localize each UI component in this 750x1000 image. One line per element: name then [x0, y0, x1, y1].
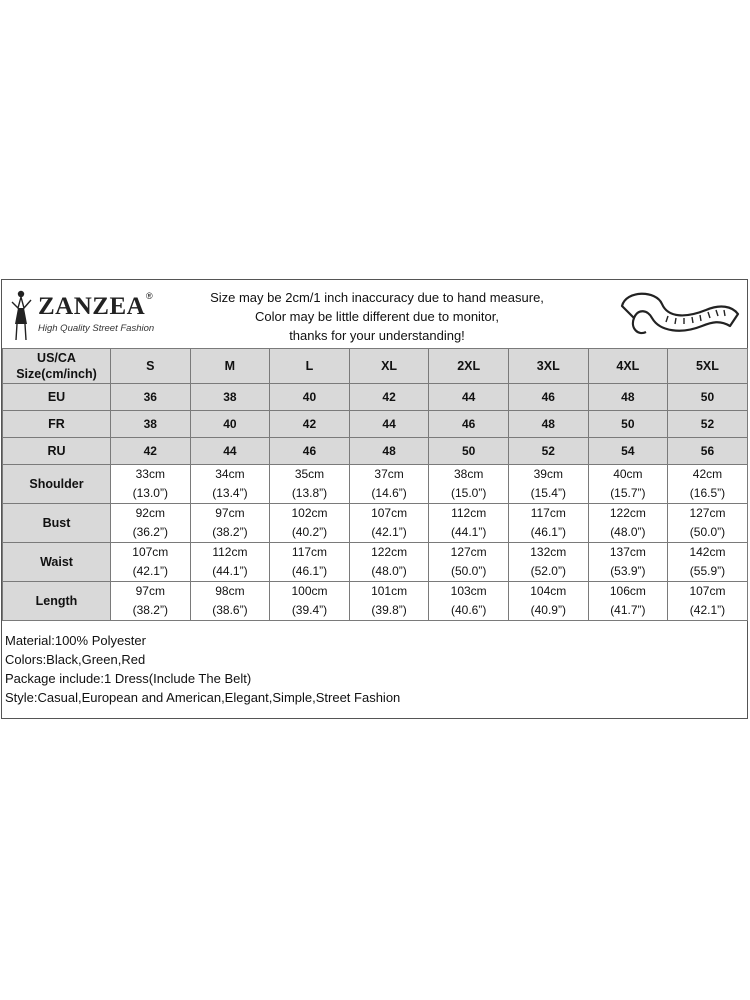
measurement-inch: (46.1”) — [530, 525, 566, 539]
package-line: Package include:1 Dress(Include The Belt) — [5, 671, 252, 686]
size-value-cell: 48 — [349, 438, 429, 465]
measurement-inch: (14.6”) — [371, 486, 407, 500]
measurement-inch: (38.2”) — [132, 603, 168, 617]
measurement-cm: 102cm — [291, 506, 328, 520]
measurement-cell — [270, 543, 350, 582]
measurement-label: Waist — [3, 543, 111, 582]
corner-unit: Size(cm/inch) — [16, 367, 97, 381]
measurement-cell — [111, 543, 191, 582]
measurement-cm: 127cm — [689, 506, 726, 520]
measurement-inch: (52.0”) — [530, 564, 566, 578]
measurement-cm: 103cm — [450, 584, 487, 598]
size-value-cell: 56 — [668, 438, 748, 465]
measurement-row — [3, 504, 748, 543]
size-chart-card — [1, 279, 748, 719]
size-conversion-row — [3, 438, 748, 465]
measurement-cm: 117cm — [530, 506, 566, 520]
size-conversion-row — [3, 384, 748, 411]
measurement-inch: (40.2”) — [291, 525, 328, 539]
measurement-inch: (50.0”) — [689, 525, 726, 539]
size-chart-header — [2, 280, 747, 349]
measurement-cm: 107cm — [132, 545, 169, 559]
measurement-cell — [508, 465, 588, 504]
measurement-cm: 100cm — [291, 584, 328, 598]
measurement-inch: (15.7”) — [610, 486, 646, 500]
size-value-cell: 40 — [270, 384, 350, 411]
product-details — [5, 631, 400, 707]
registered-mark: ® — [146, 291, 153, 301]
size-conversion-row — [3, 411, 748, 438]
brand-tagline: High Quality Street Fashion — [38, 323, 155, 334]
measurement-cell — [668, 543, 748, 582]
size-value-cell: 46 — [270, 438, 350, 465]
measurement-cm: 40cm — [613, 467, 643, 481]
measurement-cm: 98cm — [215, 584, 245, 598]
measurement-cm: 104cm — [530, 584, 567, 598]
measurement-inch: (41.7”) — [610, 603, 646, 617]
measurement-inch: (42.1”) — [689, 603, 726, 617]
measurement-cm: 33cm — [135, 467, 165, 481]
size-header-cell: 2XL — [429, 349, 509, 384]
measuring-tape-icon — [616, 284, 744, 344]
measurement-cell — [508, 543, 588, 582]
size-value-cell: 48 — [588, 384, 668, 411]
measurement-cell — [429, 543, 509, 582]
measurement-inch: (13.0”) — [132, 486, 168, 500]
measurement-cell — [111, 504, 191, 543]
size-value-cell: 50 — [429, 438, 509, 465]
measurement-cell — [349, 465, 429, 504]
measurement-cm: 39cm — [533, 467, 563, 481]
size-value-cell: 36 — [111, 384, 191, 411]
measurement-cm: 35cm — [294, 467, 325, 481]
measurement-cell — [668, 504, 748, 543]
measurement-inch: (42.1”) — [371, 525, 407, 539]
size-header-row — [3, 349, 748, 384]
measurement-cm: 132cm — [530, 545, 567, 559]
measurement-cell — [429, 465, 509, 504]
measurement-cm: 122cm — [371, 545, 408, 559]
measurement-cell — [588, 582, 668, 621]
measurement-cm: 112cm — [451, 506, 487, 520]
measurement-inch: (44.1”) — [451, 525, 487, 539]
measurement-label: Length — [3, 582, 111, 621]
corner-label: US/CA — [37, 351, 76, 365]
measurement-cm: 101cm — [371, 584, 408, 598]
measurement-cm: 106cm — [609, 584, 646, 598]
measurement-cm: 37cm — [374, 467, 404, 481]
size-table — [2, 348, 748, 621]
colors-line: Colors:Black,Green,Red — [5, 652, 146, 667]
measurement-cell — [668, 465, 748, 504]
measurement-inch: (38.2”) — [212, 525, 248, 539]
size-value-cell: 44 — [429, 384, 509, 411]
size-value-cell: 42 — [270, 411, 350, 438]
notice-line: thanks for your understanding! — [289, 328, 465, 343]
style-line: Style:Casual,European and American,Elegant,Simple,Street Fashion — [5, 690, 401, 705]
measurement-cell — [270, 465, 350, 504]
measurement-cell — [349, 543, 429, 582]
measurement-inch: (40.6”) — [451, 603, 487, 617]
size-value-cell: 46 — [508, 384, 588, 411]
measurement-inch: (46.1”) — [291, 564, 328, 578]
measurement-row — [3, 543, 748, 582]
row-label: EU — [3, 384, 111, 411]
measurement-label: Bust — [3, 504, 111, 543]
measurement-cm: 142cm — [689, 545, 726, 559]
size-header-cell: S — [111, 349, 191, 384]
size-value-cell: 48 — [508, 411, 588, 438]
notice-line: Color may be little different due to monitor, — [255, 309, 499, 324]
measurement-cell — [429, 582, 509, 621]
measurement-inch: (48.0”) — [610, 525, 646, 539]
measurement-cell — [349, 582, 429, 621]
measurement-cm: 117cm — [291, 545, 328, 559]
measurement-cm: 122cm — [609, 506, 646, 520]
measurement-inch: (48.0”) — [371, 564, 407, 578]
measurement-notice — [172, 288, 582, 345]
measurement-cell — [429, 504, 509, 543]
size-value-cell: 44 — [190, 438, 270, 465]
row-label: RU — [3, 438, 111, 465]
measurement-inch: (13.8”) — [291, 486, 328, 500]
size-value-cell: 46 — [429, 411, 509, 438]
measurement-cell — [668, 582, 748, 621]
measurement-inch: (50.0”) — [451, 564, 487, 578]
measurement-cell — [270, 504, 350, 543]
measurement-row — [3, 465, 748, 504]
measurement-cm: 42cm — [692, 467, 723, 481]
size-value-cell: 40 — [190, 411, 270, 438]
size-value-cell: 38 — [190, 384, 270, 411]
size-value-cell: 42 — [111, 438, 191, 465]
measurement-inch: (15.0”) — [451, 486, 487, 500]
measurement-inch: (36.2”) — [132, 525, 168, 539]
measurement-cell — [190, 465, 270, 504]
measurement-cm: 34cm — [215, 467, 245, 481]
brand-name: ZANZEA — [38, 293, 146, 320]
size-header-cell: M — [190, 349, 270, 384]
measurement-cell — [190, 582, 270, 621]
measurement-inch: (44.1”) — [212, 564, 248, 578]
size-value-cell: 52 — [668, 411, 748, 438]
measurement-inch: (13.4”) — [212, 486, 248, 500]
measurement-inch: (38.6”) — [212, 603, 248, 617]
measurement-cell — [508, 582, 588, 621]
measurement-cm: 112cm — [212, 545, 248, 559]
measurement-cell — [270, 582, 350, 621]
measurement-cell — [111, 465, 191, 504]
measurement-inch: (39.4”) — [291, 603, 328, 617]
measurement-cell — [588, 543, 668, 582]
brand-logo — [8, 288, 158, 344]
notice-line: Size may be 2cm/1 inch inaccuracy due to hand measure, — [210, 290, 544, 305]
measurement-cell — [588, 504, 668, 543]
measurement-cm: 92cm — [135, 506, 165, 520]
measurement-cm: 38cm — [454, 467, 484, 481]
measurement-cm: 127cm — [450, 545, 487, 559]
measurement-cell — [349, 504, 429, 543]
measurement-inch: (53.9”) — [610, 564, 646, 578]
measurement-inch: (15.4”) — [530, 486, 566, 500]
measurement-inch: (55.9”) — [689, 564, 726, 578]
measurement-cell — [190, 543, 270, 582]
measurement-cm: 137cm — [609, 545, 646, 559]
measurement-cell — [508, 504, 588, 543]
measurement-inch: (40.9”) — [530, 603, 566, 617]
size-header-cell: L — [270, 349, 350, 384]
size-header-cell: 3XL — [508, 349, 588, 384]
size-value-cell: 52 — [508, 438, 588, 465]
size-header-cell: 4XL — [588, 349, 668, 384]
measurement-cm: 107cm — [689, 584, 726, 598]
size-header-cell: XL — [349, 349, 429, 384]
measurement-cm: 107cm — [371, 506, 408, 520]
measurement-row — [3, 582, 748, 621]
size-value-cell: 54 — [588, 438, 668, 465]
corner-cell — [3, 349, 111, 384]
size-value-cell: 38 — [111, 411, 191, 438]
measurement-cell — [111, 582, 191, 621]
size-value-cell: 50 — [668, 384, 748, 411]
measurement-label: Shoulder — [3, 465, 111, 504]
measurement-inch: (39.8”) — [371, 603, 407, 617]
fashion-figure-icon — [8, 288, 34, 344]
size-value-cell: 42 — [349, 384, 429, 411]
material-line: Material:100% Polyester — [5, 633, 146, 648]
size-value-cell: 44 — [349, 411, 429, 438]
measurement-cell — [588, 465, 668, 504]
measurement-inch: (16.5”) — [689, 486, 726, 500]
size-header-cell: 5XL — [668, 349, 748, 384]
size-value-cell: 50 — [588, 411, 668, 438]
measurement-cm: 97cm — [135, 584, 165, 598]
row-label: FR — [3, 411, 111, 438]
measurement-inch: (42.1”) — [132, 564, 168, 578]
measurement-cm: 97cm — [215, 506, 245, 520]
measurement-cell — [190, 504, 270, 543]
